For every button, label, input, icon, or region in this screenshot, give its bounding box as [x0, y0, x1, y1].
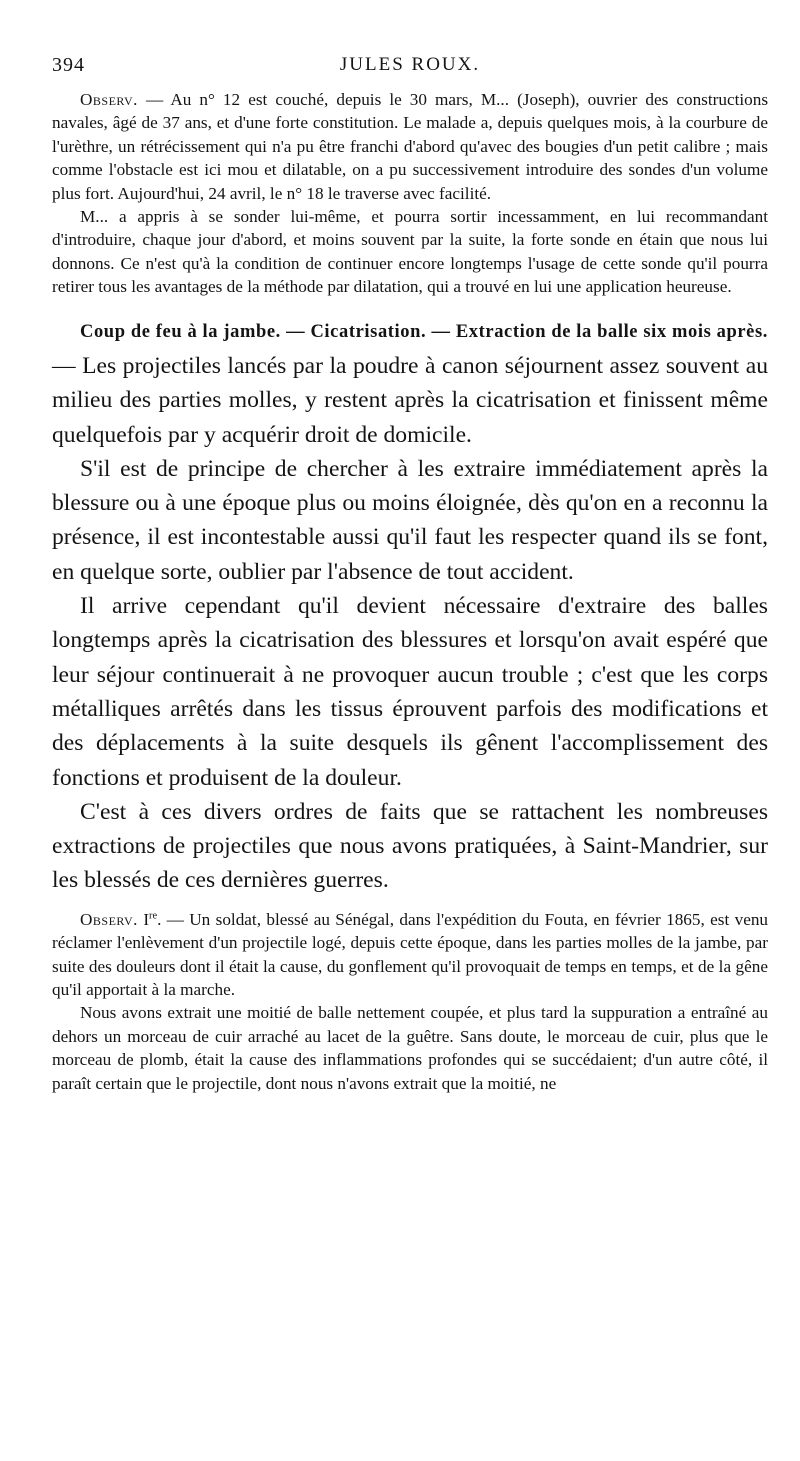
observation-2-number-sup: re — [149, 909, 158, 921]
observation-1-paragraph-2 — [52, 205, 768, 299]
section-paragraph-3 — [52, 589, 768, 795]
observation-2-paragraph — [52, 908, 768, 1002]
observation-1-text: — Au n° 12 est couché, depuis le 30 mars, M... (Joseph), ouvrier des constructions navales, âgé de 37 ans, et d'une forte constitution. Le malade a, depuis quelques mois, à la courbure de l'urèthre, un rétrécissement qui n'a pu être franchi d'abord qu'avec des bougies d'un petit calibre ; mais comme l'obstacle est ici mou et dilatable, on a pu successivement introduire des sondes d'un volume plus fort. Aujourd'hui, 24 avril, le n° 18 le traverse avec facilité. — [52, 90, 769, 203]
observation-2-paragraph-2 — [52, 1001, 768, 1095]
section-text-2: S'il est de principe de chercher à les extraire immédiatement après la blessure ou à une époque plus ou moins éloignée, dès qu'on en a reconnu la présence, il est incontestable aussi qu'il faut les respecter quand ils se font, en quelque sorte, oublier par l'absence de tout accident. — [52, 455, 768, 585]
section-lead-text: — Les projectiles lancés par la poudre à canon séjournent assez souvent au milieu des parties molles, y restent après la cicatrisation et finissent même quelquefois par y acquérir droit de domicile. — [52, 352, 768, 448]
observation-2-text-2: Nous avons extrait une moitié de balle nettement coupée, et plus tard la suppuration a entraîné au dehors un morceau de cuir arraché au lacet de la guêtre. Sans doute, le morceau de cuir, plus que le morceau de plomb, était la cause des inflammations profondes qui se succédaient; d'un autre côté, il paraît certain que le projectile, dont nous n'avons extrait que la moitié, ne — [52, 1003, 768, 1093]
observation-2-number: I — [143, 909, 150, 929]
page-number: 394 — [52, 54, 85, 76]
section-paragraph-4 — [52, 795, 768, 898]
observation-2-text: . — Un soldat, blessé au Sénégal, dans l'expédition du Fouta, en février 1865, est venu réclamer l'enlèvement d'un projectile logé, depuis cette époque, dans les parties molles de la jambe, par suite des douleurs dont il était la cause, du gonflement qu'il provoquait de temps en temps, et de la gêne qu'il apportait à la marche. — [52, 909, 769, 999]
observation-1-text-2: M... a appris à se sonder lui-même, et pourra sortir incessamment, en lui recommandant d'introduire, chaque jour d'abord, et moins souvent par la suite, la forte sonde en étain que nous lui donnons. Ce n'est qu'à la condition de continuer encore longtemps l'usage de cette sonde qu'il pourra retirer tous les avantages de la méthode par dilatation, qui a trouvé en lui une application heureuse. — [52, 207, 768, 297]
observation-1-paragraph — [52, 88, 768, 205]
section-text-4: C'est à ces divers ordres de faits que se rattachent les nombreuses extractions de projectiles que nous avons pratiquées, à Saint-Mandrier, sur les blessés de ces dernières guerres. — [52, 798, 768, 894]
running-title: JULES ROUX. — [339, 54, 481, 75]
section-text-3: Il arrive cependant qu'il devient nécessaire d'extraire des balles longtemps après la cicatrisation des blessures et lorsqu'on avait espéré que leur séjour continuerait à ne provoquer aucun trouble ; c'est que les corps métalliques arrêtés dans les tissus éprouvent parfois des modifications et des déplacements à la suite desquels ils gênent l'accomplissement des fonctions et produisent de la douleur. — [52, 593, 768, 791]
section-heading: Coup de feu à la jambe. — Cicatrisation. — Extraction de la balle six mois après. — [80, 321, 768, 342]
section-paragraph-2 — [52, 452, 768, 589]
observation-2-label: Observ. — [80, 909, 138, 929]
observation-label: Observ. — [80, 90, 138, 109]
running-head — [52, 54, 768, 82]
section-lead-paragraph — [52, 313, 768, 452]
